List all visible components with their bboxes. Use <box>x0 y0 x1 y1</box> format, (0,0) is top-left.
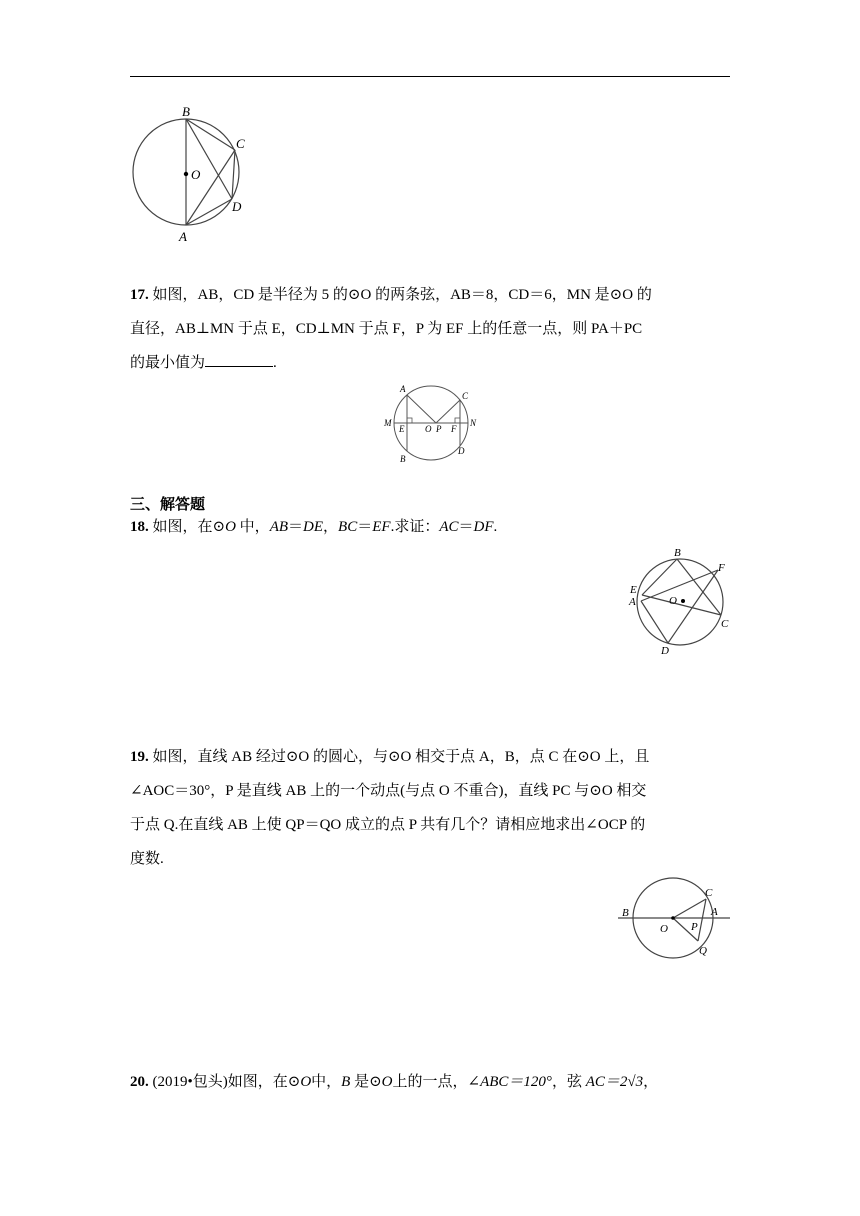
math-var: O <box>225 519 236 535</box>
question-text: 如图，在⊙ <box>148 519 226 535</box>
question-text: ，弦 <box>551 1074 586 1090</box>
question-number: 17. <box>130 287 149 303</box>
math-var: B <box>341 1074 351 1090</box>
question-text: 如图，直线 AB 经过⊙O 的圆心，与⊙O 相交于点 A，B，点 C 在⊙O 上，且 <box>148 749 650 765</box>
question-19-line2: ∠AOC＝30°，P 是直线 AB 上的一个动点(与点 O 不重合)，直线 PC 与⊙O 相交 <box>130 783 647 799</box>
math-var: BC <box>338 519 358 535</box>
question-number: 20. <box>130 1074 149 1090</box>
question-text: ＝ <box>458 519 474 535</box>
question-17 <box>130 278 730 380</box>
question-number: 19. <box>130 749 149 765</box>
question-18-line1 <box>130 510 730 544</box>
question-text: 中， <box>235 519 270 535</box>
figure-q16 <box>128 104 258 244</box>
label-F: F <box>718 562 725 574</box>
label-O: O <box>191 167 201 182</box>
label-O: O <box>669 595 677 607</box>
question-text: ， <box>323 519 339 535</box>
question-number: 18. <box>130 519 149 535</box>
question-20-line1 <box>130 1065 730 1099</box>
label-E: E <box>630 584 637 596</box>
question-19-line3: 于点 Q.在直线 AB 上使 QP＝QO 成立的点 P 共有几个？请相应地求出∠OCP 的 <box>130 817 646 833</box>
label-Q: Q <box>699 945 707 957</box>
label-C: C <box>462 391 469 401</box>
math-expr: ∠ABC＝120° <box>467 1074 552 1090</box>
question-text: (2019•包头)如图，在⊙ <box>148 1074 301 1090</box>
math-var: O <box>300 1074 312 1090</box>
figure-q18 <box>620 542 740 658</box>
label-P: P <box>436 424 442 434</box>
label-B: B <box>182 104 190 119</box>
question-17-line3 <box>130 346 730 380</box>
math-var: AC <box>439 519 459 535</box>
label-P: P <box>691 921 698 933</box>
question-17-line2: 直径，AB⊥MN 于点 E，CD⊥MN 于点 F，P 为 EF 上的任意一点，则 PA＋PC <box>130 321 643 337</box>
label-D: D <box>232 199 242 214</box>
math-var: DF <box>473 519 494 535</box>
label-B: B <box>674 547 681 559</box>
label-D: D <box>458 446 465 456</box>
math-expr: AC＝2√3 <box>585 1074 644 1090</box>
question-text: 的最小值为 <box>130 355 206 371</box>
label-B: B <box>622 907 629 919</box>
question-text: 上的一点， <box>392 1074 468 1090</box>
label-A: A <box>711 906 718 918</box>
question-text: 是⊙ <box>350 1074 382 1090</box>
label-A: A <box>400 384 406 394</box>
label-D: D <box>661 645 669 657</box>
section-heading: 三、解答题 <box>130 495 206 513</box>
question-19-line4: 度数. <box>130 851 164 867</box>
label-C: C <box>705 887 713 899</box>
question-text: . <box>273 355 277 371</box>
question-text: 中， <box>311 1074 342 1090</box>
question-18 <box>130 510 730 544</box>
label-A: A <box>629 596 636 608</box>
math-var: AB <box>269 519 289 535</box>
label-O: O <box>660 923 668 935</box>
question-20 <box>130 1065 730 1099</box>
figure-q19 <box>616 878 738 960</box>
question-text: . <box>493 519 498 535</box>
question-text: .求证： <box>390 519 440 535</box>
math-var: DE <box>303 519 324 535</box>
question-19-line1 <box>130 740 730 774</box>
math-var: EF <box>372 519 391 535</box>
label-A: A <box>179 229 187 244</box>
header-rule <box>130 76 730 77</box>
math-var: O <box>381 1074 393 1090</box>
label-B: B <box>400 454 406 464</box>
question-text: ， <box>643 1074 659 1090</box>
question-text: 如图，AB，CD 是半径为 5 的⊙O 的两条弦，AB＝8，CD＝6，MN 是⊙O 的 <box>148 287 652 303</box>
question-19 <box>130 740 730 876</box>
label-M: M <box>384 418 392 428</box>
question-text: ＝ <box>288 519 304 535</box>
question-text: ＝ <box>357 519 373 535</box>
answer-blank[interactable] <box>205 365 273 367</box>
label-N: N <box>470 418 477 428</box>
question-17-line1 <box>130 278 730 312</box>
label-E: E <box>399 424 405 434</box>
label-C: C <box>236 136 245 151</box>
label-O: O <box>425 424 432 434</box>
figure-q17 <box>378 382 488 466</box>
label-C: C <box>721 618 729 630</box>
label-F: F <box>451 424 457 434</box>
